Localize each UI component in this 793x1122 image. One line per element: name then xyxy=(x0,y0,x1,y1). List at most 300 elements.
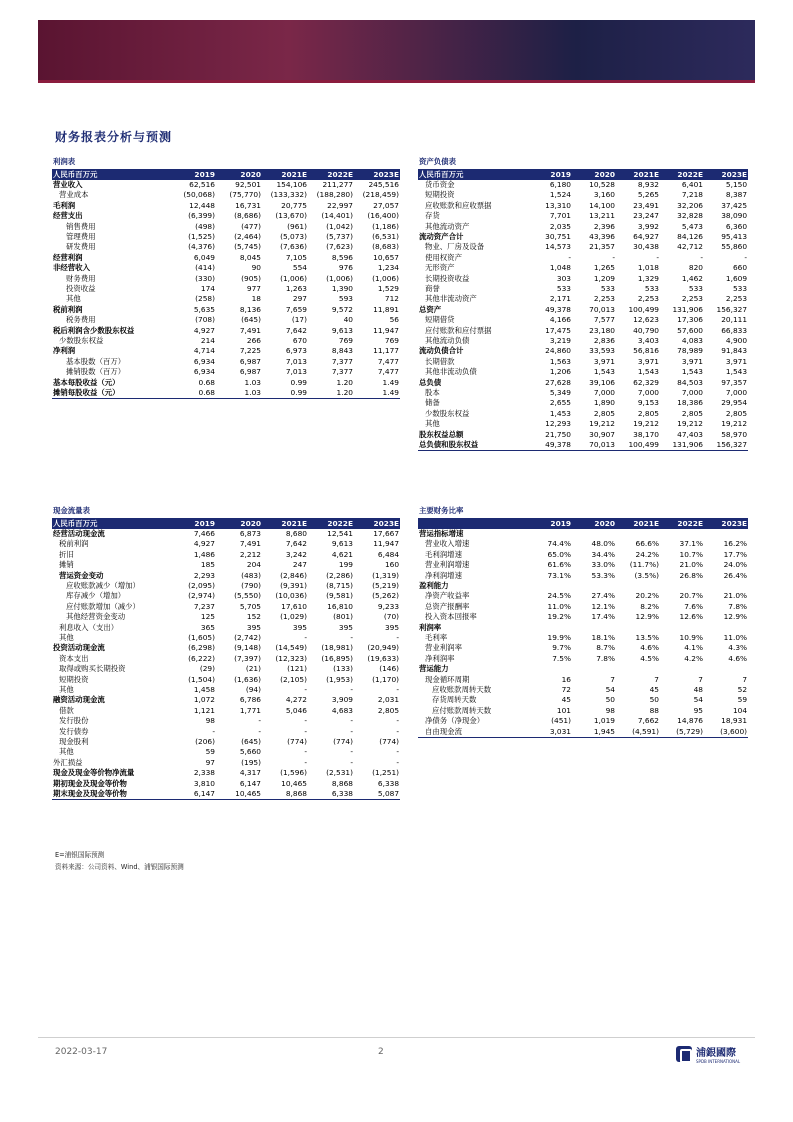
table-row xyxy=(418,623,748,633)
row-value: 3,160 xyxy=(593,190,615,200)
row-value: 4,272 xyxy=(285,695,307,705)
row-value: (1,006) xyxy=(372,273,399,283)
row-value: (774) xyxy=(379,737,400,747)
row-label: 应收账款和应收票据 xyxy=(425,200,492,210)
row-value xyxy=(704,623,748,633)
table-row xyxy=(52,357,400,367)
row-value: 4,714 xyxy=(193,346,215,356)
table-row xyxy=(418,654,748,664)
table-row xyxy=(418,430,748,440)
row-value: 8,045 xyxy=(239,252,261,262)
row-value: 6,987 xyxy=(239,367,261,377)
row-value: 5,087 xyxy=(354,789,400,800)
row-value: 23,180 xyxy=(589,325,615,335)
row-value: (2,846) xyxy=(280,570,307,580)
row-value: 27,628 xyxy=(545,377,571,387)
row-value: 5,705 xyxy=(239,601,261,611)
row-value: 1.03 xyxy=(216,388,262,399)
row-value: - xyxy=(258,726,261,736)
row-value: - xyxy=(350,747,353,757)
row-value: 2,035 xyxy=(549,221,571,231)
table-row xyxy=(52,242,400,252)
row-value xyxy=(660,581,704,591)
row-value: 100,499 xyxy=(628,304,659,314)
row-value: (16,400) xyxy=(367,211,399,221)
row-value: 8.2% xyxy=(640,601,659,611)
row-label: 取得或购买长期投资 xyxy=(59,664,126,674)
row-value: 20.2% xyxy=(635,591,659,601)
row-label: 现金股利 xyxy=(59,737,89,747)
row-label: 应付账款周转天数 xyxy=(432,705,492,715)
header-unit: 人民币百万元 xyxy=(52,169,170,180)
table-row xyxy=(52,190,400,200)
row-value: 1.20 xyxy=(308,388,354,399)
row-label: 股东权益总额 xyxy=(419,429,464,439)
row-value: (4,591) xyxy=(616,727,660,738)
row-value: 204 xyxy=(246,560,261,570)
row-value: (2,742) xyxy=(234,632,261,642)
row-label: 其他经营资金变动 xyxy=(66,612,126,622)
row-value: 7,477 xyxy=(377,356,399,366)
row-value: 11,947 xyxy=(373,539,400,549)
row-value: - xyxy=(396,747,400,757)
footer-rule xyxy=(38,1037,755,1038)
table-row xyxy=(52,727,400,737)
row-value: 8.7% xyxy=(596,643,615,653)
table-row xyxy=(52,675,400,685)
row-value: 7,237 xyxy=(193,601,215,611)
row-value: 88 xyxy=(649,705,659,715)
row-value: 50 xyxy=(649,695,659,705)
row-value: 16,810 xyxy=(327,601,353,611)
row-value: 214 xyxy=(200,336,215,345)
row-value xyxy=(616,529,660,539)
row-value: 1,265 xyxy=(593,263,615,273)
row-value: 7,491 xyxy=(239,539,261,549)
row-value xyxy=(660,664,704,674)
row-value: 19,212 xyxy=(721,419,748,429)
row-value: 7,659 xyxy=(285,304,307,314)
row-label: 净利润增速 xyxy=(425,570,462,580)
row-value: 6,360 xyxy=(725,221,748,231)
row-value: 6,401 xyxy=(681,179,703,189)
table-row xyxy=(52,294,400,304)
table-row xyxy=(418,222,748,232)
table-row xyxy=(52,664,400,674)
row-value: 156,327 xyxy=(704,440,748,451)
table-row xyxy=(418,315,748,325)
row-value: 57,600 xyxy=(677,325,703,335)
row-label: 摊销每股收益（元） xyxy=(52,388,170,399)
table-row xyxy=(52,581,400,591)
row-value: 1,543 xyxy=(593,367,615,377)
row-value: 1,072 xyxy=(193,695,215,705)
row-value: 3,992 xyxy=(637,221,659,231)
row-value: 8,868 xyxy=(331,778,353,788)
row-value: 90 xyxy=(251,263,261,273)
row-value: 64,927 xyxy=(633,231,659,241)
row-value: 91,843 xyxy=(721,346,748,356)
table-row xyxy=(418,664,748,674)
row-value: 14,876 xyxy=(677,716,703,726)
row-value: (12,323) xyxy=(275,653,307,663)
row-label: 应付账款增加（减少） xyxy=(66,601,140,611)
row-value: 1,019 xyxy=(593,716,615,726)
row-value: (9,391) xyxy=(280,580,307,590)
header-year: 2022E xyxy=(308,169,354,180)
header-year: 2020 xyxy=(216,518,262,529)
row-value: 2,253 xyxy=(637,294,659,304)
row-value xyxy=(704,581,748,591)
row-label: 其他 xyxy=(425,419,440,429)
header-unit xyxy=(418,518,528,529)
row-value: - xyxy=(656,252,659,262)
row-value: (1,006) xyxy=(326,273,353,283)
row-value: 27.4% xyxy=(591,591,615,601)
row-value: (961) xyxy=(287,221,307,231)
table-row xyxy=(52,388,400,399)
row-value: (18,981) xyxy=(321,643,353,653)
row-value xyxy=(572,623,616,633)
row-value: 17.7% xyxy=(723,549,748,559)
row-label: 基本股数（百万） xyxy=(66,356,126,366)
cash-flow-table xyxy=(52,505,400,800)
table-row xyxy=(418,716,748,726)
row-value: 131,906 xyxy=(672,304,703,314)
row-value: (6,399) xyxy=(188,211,215,221)
row-value: 7,218 xyxy=(681,190,703,200)
row-value: - xyxy=(304,632,307,642)
row-value: (3,600) xyxy=(704,727,748,738)
row-value: (258) xyxy=(195,294,215,304)
row-value: 7 xyxy=(610,674,615,684)
row-value: 12,293 xyxy=(545,419,571,429)
row-value: 1,609 xyxy=(725,273,748,283)
row-value: 7 xyxy=(654,674,659,684)
table-row xyxy=(418,367,748,377)
table-row xyxy=(418,346,748,356)
row-label: 其他流动资产 xyxy=(425,221,470,231)
row-value: 6,484 xyxy=(377,549,400,559)
balance-sheet-table xyxy=(418,156,748,451)
row-value: 7 xyxy=(742,674,748,684)
row-value: (7,636) xyxy=(280,242,307,252)
row-label: 应收账款周转天数 xyxy=(432,685,492,694)
header-year: 2019 xyxy=(528,518,572,529)
row-value: 3,971 xyxy=(637,356,659,366)
row-value: 12.6% xyxy=(679,612,703,622)
row-value: 1,890 xyxy=(593,398,615,408)
row-value: 8,680 xyxy=(285,528,307,538)
row-value: - xyxy=(396,685,400,694)
table-row xyxy=(52,201,400,211)
table-row xyxy=(418,305,748,315)
row-value: 97 xyxy=(205,757,215,767)
row-label: 总资产 xyxy=(419,304,442,314)
row-value: 53.3% xyxy=(591,570,615,580)
row-value: (2,464) xyxy=(234,231,261,241)
row-value: 211,277 xyxy=(322,179,353,189)
row-value: 395 xyxy=(292,622,307,632)
row-label: 营运资金变动 xyxy=(59,570,104,580)
row-value: 17,667 xyxy=(373,528,400,538)
row-value: 48 xyxy=(693,685,703,694)
row-value: 7,013 xyxy=(285,356,307,366)
header-year: 2020 xyxy=(572,169,616,180)
row-label: 摊销 xyxy=(59,560,74,570)
table-row xyxy=(418,388,748,398)
table-row xyxy=(418,695,748,705)
row-value: (188,280) xyxy=(316,190,353,200)
table-row xyxy=(52,643,400,653)
row-label: 长期投资收益 xyxy=(425,273,470,283)
row-value xyxy=(616,581,660,591)
row-value: (146) xyxy=(379,664,400,674)
row-label: 融资活动现金流 xyxy=(53,695,105,705)
row-value: (5,729) xyxy=(660,727,704,738)
row-value: (1,186) xyxy=(372,221,399,231)
row-value: 820 xyxy=(688,263,703,273)
row-value: 9.7% xyxy=(552,643,571,653)
row-value: 2,293 xyxy=(193,570,215,580)
row-value: 52 xyxy=(737,685,748,694)
row-label: 净利润率 xyxy=(425,653,455,663)
row-value: 9,572 xyxy=(331,304,353,314)
row-value: 10.9% xyxy=(679,632,703,642)
row-value: 6,987 xyxy=(239,356,261,366)
row-value: 3,810 xyxy=(193,778,215,788)
table-row xyxy=(418,550,748,560)
row-value: (645) xyxy=(241,315,261,325)
row-value: 533 xyxy=(732,283,748,293)
row-value: 17,475 xyxy=(545,325,571,335)
row-label: 少数股东权益 xyxy=(59,336,104,345)
table-row xyxy=(52,326,400,336)
row-value: (14,549) xyxy=(275,643,307,653)
row-value: 1,329 xyxy=(637,273,659,283)
row-value: 593 xyxy=(338,294,353,304)
table-row xyxy=(418,378,748,388)
table-row xyxy=(418,263,748,273)
table-row xyxy=(418,336,748,346)
row-value: 2,338 xyxy=(193,768,215,778)
row-label: 短期投资 xyxy=(425,190,455,200)
row-value: 22,997 xyxy=(327,200,353,210)
row-value: (133,332) xyxy=(270,190,307,200)
row-value: 39,106 xyxy=(589,377,615,387)
header-unit: 人民币百万元 xyxy=(52,518,170,529)
table-row xyxy=(52,253,400,263)
table-row xyxy=(52,222,400,232)
row-label: 现金及现金等价物净流量 xyxy=(53,768,135,778)
row-label: 投资收益 xyxy=(66,283,96,293)
row-label: 营业收入 xyxy=(53,179,83,189)
row-label: 应付账款和应付票据 xyxy=(425,325,492,335)
row-value: 20.7% xyxy=(679,591,703,601)
row-value: - xyxy=(304,716,307,726)
row-value: 18,386 xyxy=(677,398,703,408)
row-value: - xyxy=(396,726,400,736)
row-value: 10.7% xyxy=(679,549,703,559)
row-value: 26.8% xyxy=(679,570,703,580)
row-value: 34.4% xyxy=(591,549,615,559)
row-value: 95,413 xyxy=(721,231,748,241)
row-label: 长期借款 xyxy=(425,356,455,366)
row-value: - xyxy=(212,726,215,736)
row-value: (10,036) xyxy=(275,591,307,601)
table-row xyxy=(52,768,400,778)
row-value: 769 xyxy=(338,336,353,345)
row-label: 营业收入增速 xyxy=(425,539,470,549)
table-row xyxy=(52,716,400,726)
row-value: (1,953) xyxy=(326,674,353,684)
table-caption: 资产负债表 xyxy=(418,156,748,169)
row-value: 7,701 xyxy=(549,211,571,221)
row-value: 4.6% xyxy=(728,653,748,663)
row-label: 投资活动现金流 xyxy=(53,643,105,653)
row-value: (8,686) xyxy=(234,211,261,221)
row-value: 62,516 xyxy=(189,179,215,189)
row-value: 365 xyxy=(200,622,215,632)
row-value: 12.9% xyxy=(723,612,748,622)
table-row xyxy=(418,685,748,695)
row-value: (905) xyxy=(241,273,261,283)
row-value: (1,636) xyxy=(234,674,261,684)
table-row xyxy=(418,727,748,738)
row-value: 4,683 xyxy=(331,705,353,715)
table-row xyxy=(418,398,748,408)
row-value: - xyxy=(304,757,307,767)
row-value: (1,596) xyxy=(280,768,307,778)
row-value: (206) xyxy=(195,737,215,747)
row-value: 303 xyxy=(556,273,571,283)
row-label: 商誉 xyxy=(425,283,440,293)
row-value: (4,376) xyxy=(188,242,215,252)
row-value: 13,310 xyxy=(545,200,571,210)
row-label: 营运能力 xyxy=(419,664,449,674)
row-value: 245,516 xyxy=(368,179,399,189)
row-value: 2,171 xyxy=(549,294,571,304)
header-year: 2022E xyxy=(660,169,704,180)
row-value: (1,504) xyxy=(188,674,215,684)
row-value: (708) xyxy=(195,315,215,325)
table-row xyxy=(52,591,400,601)
row-value: 395 xyxy=(246,622,261,632)
row-value: 3,909 xyxy=(331,695,353,705)
row-value: 4.3% xyxy=(728,643,748,653)
row-value xyxy=(528,664,572,674)
row-value: 3,242 xyxy=(285,549,307,559)
table-row xyxy=(418,581,748,591)
row-value: 7,577 xyxy=(593,315,615,325)
row-value: 14,100 xyxy=(589,200,615,210)
row-value: (21) xyxy=(245,664,261,674)
row-label: 总负债和股东权益 xyxy=(418,440,528,451)
table-row xyxy=(52,539,400,549)
row-value: 1,563 xyxy=(549,356,571,366)
row-value: (498) xyxy=(195,221,215,231)
row-value: 24.2% xyxy=(635,549,659,559)
table-row xyxy=(52,695,400,705)
row-value: - xyxy=(744,252,748,262)
table-row xyxy=(52,378,400,388)
header-year: 2020 xyxy=(572,518,616,529)
table-row xyxy=(52,737,400,747)
row-label: 其他非流动负债 xyxy=(425,367,477,377)
row-value: (16,895) xyxy=(321,653,353,663)
row-value: 19.2% xyxy=(547,612,571,622)
row-value: (7,623) xyxy=(326,242,353,252)
row-value: 98 xyxy=(205,716,215,726)
row-value: 4,083 xyxy=(681,336,703,345)
row-value: 33.0% xyxy=(591,560,615,570)
row-value: 7,013 xyxy=(285,367,307,377)
row-value: 7,377 xyxy=(331,367,353,377)
row-value xyxy=(704,529,748,539)
row-label: 存货 xyxy=(425,211,440,221)
table-row xyxy=(52,654,400,664)
row-label: 物业、厂房及设备 xyxy=(425,242,485,252)
row-value: 4,927 xyxy=(193,325,215,335)
row-label: 研发费用 xyxy=(66,242,96,252)
row-value: 27,057 xyxy=(373,200,399,210)
row-value: (1,251) xyxy=(372,768,400,778)
row-value: 2,031 xyxy=(377,695,400,705)
row-value: 395 xyxy=(384,622,400,632)
row-value: 95 xyxy=(693,705,703,715)
row-value: 7,000 xyxy=(681,388,703,398)
table-row xyxy=(52,180,400,190)
row-value: 59 xyxy=(205,747,215,757)
row-value: (1,006) xyxy=(280,273,307,283)
row-value: 65.0% xyxy=(547,549,571,559)
row-value: - xyxy=(304,747,307,757)
row-label: 税前利润 xyxy=(53,304,83,314)
row-value: 13,211 xyxy=(589,211,615,221)
logo-text-cn: 浦銀國際 xyxy=(696,1048,736,1059)
table-row xyxy=(418,294,748,304)
row-value: 2,655 xyxy=(549,398,571,408)
section-title: 财务报表分析与预测 xyxy=(55,130,173,144)
row-value: 7 xyxy=(698,674,703,684)
row-value: 8,932 xyxy=(637,179,659,189)
row-value: 2,253 xyxy=(593,294,615,304)
row-value: (50,068) xyxy=(183,190,215,200)
row-label: 其他流动负债 xyxy=(425,336,470,345)
table-row xyxy=(52,571,400,581)
row-value: (774) xyxy=(287,737,307,747)
row-value: 6,934 xyxy=(193,367,215,377)
row-value xyxy=(572,664,616,674)
row-value: 10,465 xyxy=(281,778,307,788)
row-label: 经营活动现金流 xyxy=(53,528,105,538)
logo-mark-icon xyxy=(676,1046,692,1062)
row-value: 9,613 xyxy=(331,539,353,549)
row-value: (451) xyxy=(551,716,571,726)
row-label: 发行债券 xyxy=(59,726,89,736)
row-label: 短期借贷 xyxy=(425,315,455,325)
row-value: - xyxy=(396,716,400,726)
row-value: 42,712 xyxy=(677,242,703,252)
row-value: 72 xyxy=(561,685,571,694)
table-row xyxy=(52,529,400,539)
table-row xyxy=(418,440,748,451)
row-value: 5,635 xyxy=(193,304,215,314)
row-value: 12,448 xyxy=(189,200,215,210)
row-value: 152 xyxy=(246,612,261,622)
row-value: 7,642 xyxy=(285,325,307,335)
row-value: (8,715) xyxy=(326,580,353,590)
